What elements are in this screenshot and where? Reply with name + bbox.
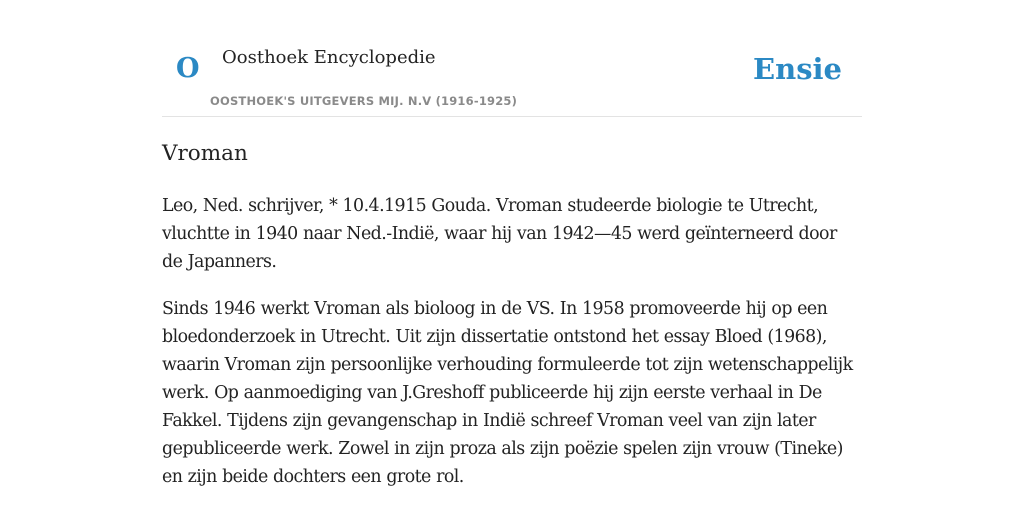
entry-paragraph-2: Sinds 1946 werkt Vroman als bioloog in de VS. In 1958 promoveerde hij op een bloedonderzoek in Utrecht. Uit zijn dissertatie ontstond het essay Bloed (1968), waarin Vroman zijn persoonlijke verhouding formuleerde tot zijn wetenschappelijk werk. Op aanmoediging van J.Greshoff publiceerde hij zijn eerste verhaal in De Fakkel. Tijdens zijn gevangenschap in Indië schreef Vroman veel van zijn later gepubliceerde werk. Zowel in zijn proza als zijn poëzie spelen zijn vrouw (Tineke) en zijn beide dochters een grote rol. — [162, 299, 853, 487]
publisher-line: OOSTHOEK'S UITGEVERS MIJ. N.V (1916-1925) — [210, 94, 518, 108]
publication-header — [162, 0, 862, 117]
entry-paragraph-1: Leo, Ned. schrijver, * 10.4.1915 Gouda. Vroman studeerde biologie te Utrecht, vluchtte in 1940 naar Ned.-Indië, waar hij van 1942—45 werd geïnterneerd door de Japanners. — [162, 196, 837, 272]
publication-title[interactable]: Oosthoek Encyclopedie — [222, 47, 436, 68]
publication-logo: O — [176, 53, 200, 84]
ensie-logo-link[interactable]: Ensie — [753, 52, 842, 86]
entry-title: Vroman — [162, 141, 248, 166]
